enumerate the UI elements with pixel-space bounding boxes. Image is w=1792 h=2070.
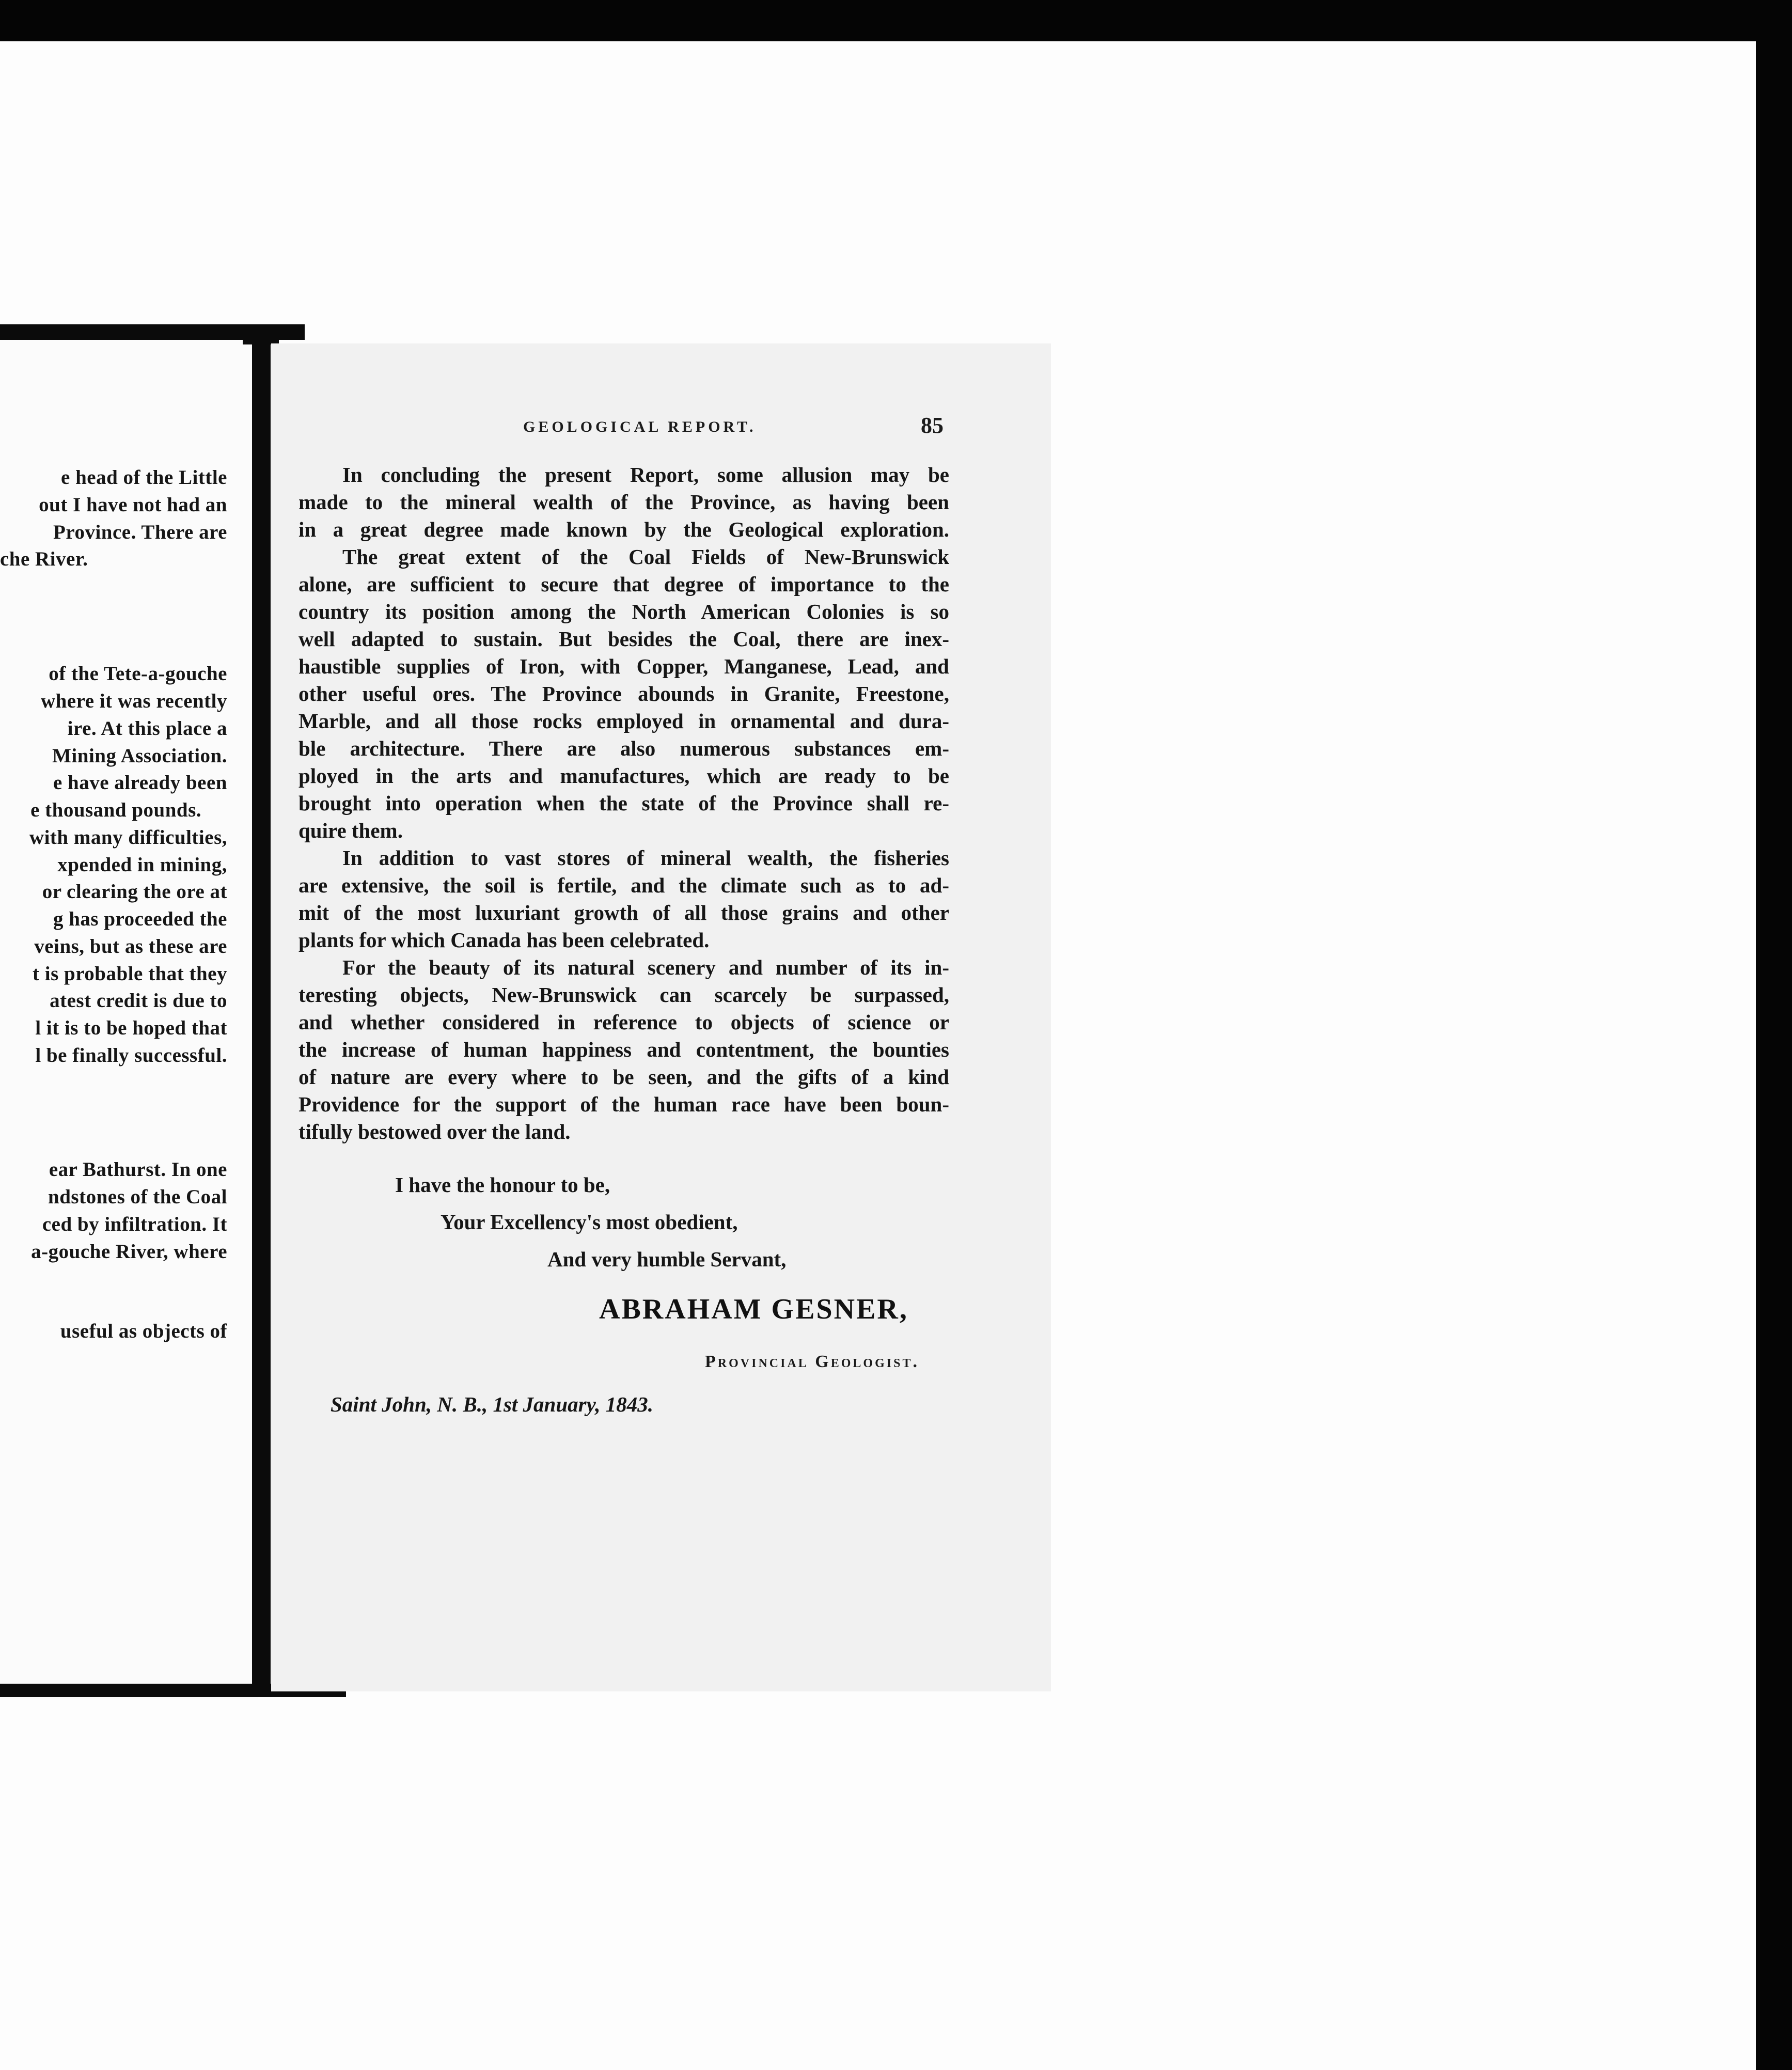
left-line: e head of the Little [61, 466, 227, 489]
body-line: haustible supplies of Iron, with Copper, Manganese, Lead, and [298, 654, 949, 678]
author-name: ABRAHAM GESNER, [599, 1293, 908, 1325]
left-line: atest credit is due to [50, 990, 227, 1012]
body-line: Providence for the support of the human race have been boun- [298, 1092, 949, 1116]
scan-border-right [1756, 0, 1792, 2070]
body-line: of nature are every where to be seen, and the gifts of a kind [298, 1065, 949, 1089]
body-line: In concluding the present Report, some allusion may be [342, 463, 949, 487]
left-line: out I have not had an [39, 494, 227, 516]
body-line: brought into operation when the state of the Province shall re- [298, 791, 949, 815]
left-line: useful as objects of [60, 1320, 227, 1342]
closing-line: I have the honour to be, [395, 1173, 610, 1197]
left-line: Mining Association. [52, 745, 227, 767]
body-line: tifully bestowed over the land. [298, 1120, 571, 1143]
left-line: a-gouche River, where [31, 1241, 227, 1263]
body-line: ployed in the arts and manufactures, which are ready to be [298, 764, 949, 788]
left-line: veins, but as these are [34, 935, 227, 958]
left-line: e thousand pounds. [30, 799, 201, 821]
body-line: are extensive, the soil is fertile, and the climate such as to ad- [298, 873, 949, 897]
dateline: Saint John, N. B., 1st January, 1843. [331, 1392, 654, 1416]
body-line: other useful ores. The Province abounds in Granite, Freestone, [298, 682, 949, 705]
closing-line: And very humble Servant, [547, 1247, 787, 1271]
left-line: l it is to be hoped that [35, 1017, 227, 1039]
left-line: of the Tete-a-gouche [49, 663, 227, 685]
body-line: teresting objects, New-Brunswick can scarcely be surpassed, [298, 983, 949, 1007]
author-title: Provincial Geologist. [705, 1352, 919, 1371]
left-line: t is probable that they [33, 963, 227, 985]
page-number: 85 [921, 413, 944, 438]
left-line: g has proceeded the [53, 908, 227, 930]
scan-border-top [0, 0, 1792, 41]
body-line: mit of the most luxuriant growth of all those grains and other [298, 901, 949, 924]
body-line: quire them. [298, 819, 403, 842]
closing-line: Your Excellency's most obedient, [441, 1210, 738, 1234]
binding-edge-vertical [252, 336, 271, 1689]
left-line: or clearing the ore at [42, 881, 227, 903]
running-head: GEOLOGICAL REPORT. [523, 418, 757, 435]
left-line: with many difficulties, [29, 826, 227, 849]
left-line: ear Bathurst. In one [49, 1158, 227, 1181]
body-line: In addition to vast stores of mineral wealth, the fisheries [342, 846, 949, 870]
left-line: ced by infiltration. It [42, 1213, 227, 1235]
previous-page-fragment [0, 325, 258, 1699]
body-line: alone, are sufficient to secure that degree of importance to the [298, 572, 949, 596]
body-line: plants for which Canada has been celebrated. [298, 928, 710, 952]
body-line: The great extent of the Coal Fields of New-Brunswick [342, 545, 949, 569]
left-line: xpended in mining, [57, 854, 227, 876]
body-line: country its position among the North American Colonies is so [298, 600, 949, 623]
left-line: Province. There are [53, 521, 227, 543]
left-line: ndstones of the Coal [48, 1186, 227, 1208]
left-line: ire. At this place a [67, 717, 227, 740]
body-line: Marble, and all those rocks employed in ornamental and dura- [298, 709, 949, 733]
left-line: e have already been [53, 772, 227, 794]
body-line: made to the mineral wealth of the Province, as having been [298, 490, 949, 514]
left-line: che River. [0, 548, 88, 570]
body-line: in a great degree made known by the Geological exploration. [298, 518, 949, 541]
body-line: the increase of human happiness and contentment, the bounties [298, 1038, 949, 1061]
report-page [271, 343, 1051, 1691]
left-line: where it was recently [40, 690, 227, 712]
body-line: and whether considered in reference to objects of science or [298, 1010, 949, 1034]
body-line: well adapted to sustain. But besides the Coal, there are inex- [298, 627, 949, 651]
body-line: For the beauty of its natural scenery and number of its in- [342, 955, 949, 979]
left-line: l be finally successful. [35, 1044, 227, 1067]
body-line: ble architecture. There are also numerous substances em- [298, 736, 949, 760]
